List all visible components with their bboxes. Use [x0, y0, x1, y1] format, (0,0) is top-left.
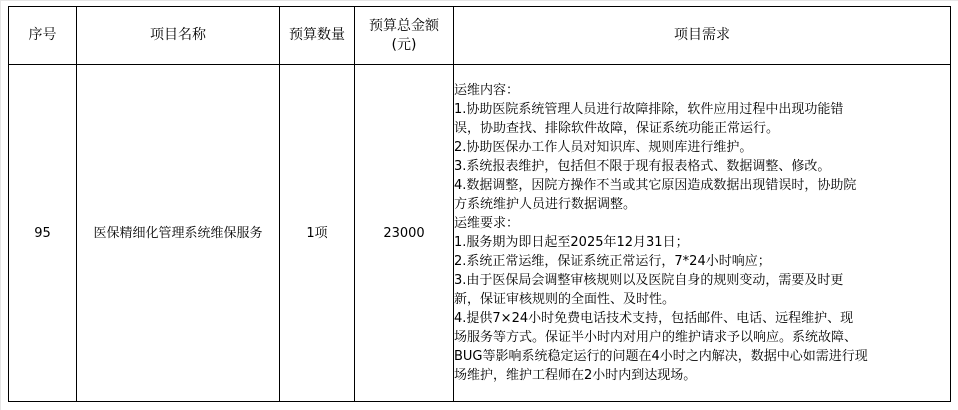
- header-amount-label: 预算总金额(元): [369, 17, 439, 53]
- req-line: 1.服务期为即日起至2025年12月31日；: [454, 235, 689, 250]
- cell-name[interactable]: 医保精细化管理系统维保服务: [77, 65, 280, 402]
- req-line: 3.系统报表维护，包括但不限于现有报表格式、数据调整、修改。: [454, 159, 831, 174]
- req-line: 3.由于医保局会调整审核规则以及医院自身的规则变动，需要及时更: [454, 273, 844, 288]
- cell-amount[interactable]: 23000: [355, 65, 454, 402]
- req-line: 4.提供7×24小时免费电话技术支持，包括邮件、电话、远程维护、现: [454, 311, 854, 326]
- req-line: 运维内容：: [454, 83, 520, 98]
- req-line: 2.系统正常运维，保证系统正常运行，7*24小时响应；: [454, 254, 771, 269]
- req-line: 新，保证审核规则的全面性、及时性。: [454, 292, 676, 307]
- header-row: [9, 7, 951, 65]
- req-line: 4.数据调整，因院方操作不当或其它原因造成数据出现错误时，协助院: [454, 178, 857, 193]
- cell-qty[interactable]: 1项: [280, 65, 355, 402]
- req-line: 2.协助医保办工作人员对知识库、规则库进行维护。: [454, 140, 753, 155]
- req-line: 运维要求：: [454, 216, 520, 231]
- header-qty[interactable]: 预算数量: [280, 7, 355, 65]
- req-line: BUG等影响系统稳定运行的问题在4小时之内解决，数据中心如需进行现: [454, 349, 868, 364]
- cell-requirements[interactable]: [454, 65, 951, 402]
- table-row: [9, 65, 951, 402]
- grid-line: [0, 0, 1, 410]
- procurement-table: [8, 6, 951, 402]
- req-line: 场服务等方式。保证半小时内对用户的维护请求予以响应。系统故障、: [454, 330, 858, 345]
- req-line: 误，协助查找、排除软件故障，保证系统功能正常运行。: [454, 121, 780, 136]
- cell-seq[interactable]: 95: [9, 65, 77, 402]
- req-line: 方系统维护人员进行数据调整。: [454, 197, 637, 212]
- req-line: 场维护，维护工程师在2小时内到达现场。: [454, 368, 697, 383]
- header-req[interactable]: 项目需求: [454, 7, 951, 65]
- req-line: 1.协助医院系统管理人员进行故障排除，软件应用过程中出现功能错: [454, 102, 844, 117]
- header-seq[interactable]: 序号: [9, 7, 77, 65]
- grid-line: [0, 0, 958, 1]
- header-name[interactable]: 项目名称: [77, 7, 280, 65]
- header-amount[interactable]: [355, 7, 454, 65]
